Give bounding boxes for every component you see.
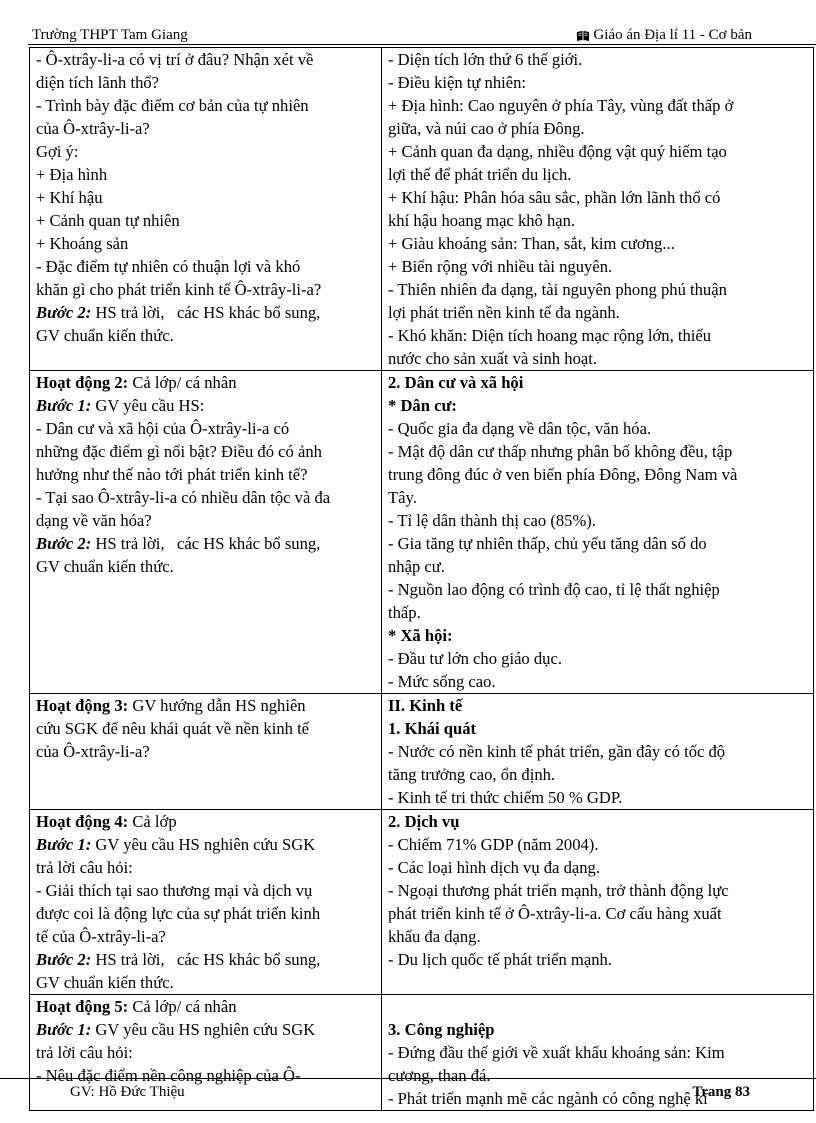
text-line: - Các loại hình dịch vụ đa dạng. xyxy=(388,858,600,877)
text-line: cương, than đá. xyxy=(388,1066,491,1085)
step-line xyxy=(36,810,375,833)
activity-cell xyxy=(30,810,382,995)
text-line: trả lời câu hỏi: xyxy=(36,858,133,877)
step-line xyxy=(36,1018,375,1041)
text-line: - Đứng đầu thế giới về xuất khẩu khoáng sản: Kim xyxy=(388,1043,725,1062)
text-line: Tây. xyxy=(388,488,417,507)
text-line: - Gia tăng tự nhiên thấp, chủ yếu tăng dân số do xyxy=(388,534,707,553)
text-line: GV chuẩn kiến thức. xyxy=(36,326,174,345)
text-line: - Đầu tư lớn cho giáo dục. xyxy=(388,649,562,668)
activity-cell xyxy=(30,48,382,371)
lesson-table xyxy=(29,47,814,1111)
text-line: + Khoáng sản xyxy=(36,234,129,253)
content-cell xyxy=(382,810,814,995)
text-line: Gợi ý: xyxy=(36,142,79,161)
step-line xyxy=(36,394,375,417)
footer-page-number: Trang 83 xyxy=(692,1084,750,1100)
step-text: GV yêu cầu HS: xyxy=(91,396,205,415)
step-text: Cả lớp/ cá nhân xyxy=(128,373,237,392)
text-line: khăn gì cho phát triển kinh tế Ô-xtrây-li-a? xyxy=(36,280,322,299)
step-line xyxy=(36,948,375,971)
text-line: lợi phát triển nền kinh tế đa ngành. xyxy=(388,303,620,322)
section-heading: 2. Dịch vụ xyxy=(388,812,460,831)
table-row xyxy=(30,694,814,810)
table-row xyxy=(30,48,814,371)
text-line: - Tỉ lệ dân thành thị cao (85%). xyxy=(388,511,596,530)
text-line: - Kinh tế tri thức chiếm 50 % GDP. xyxy=(388,788,623,807)
header-title-group xyxy=(576,27,752,44)
text-line: - Thiên nhiên đa dạng, tài nguyên phong phú thuận xyxy=(388,280,727,299)
activity-label: Hoạt động 2: xyxy=(36,373,129,392)
section-heading: 1. Khái quát xyxy=(388,719,477,738)
table-row xyxy=(30,371,814,694)
step-text: HS trả lời, các HS khác bổ sung, xyxy=(91,950,321,969)
footer-rule xyxy=(0,1078,816,1079)
content-cell xyxy=(382,48,814,371)
text-line: GV chuẩn kiến thức. xyxy=(36,973,174,992)
content-cell xyxy=(382,371,814,694)
section-heading: 2. Dân cư và xã hội xyxy=(388,373,524,392)
footer-teacher: GV: Hồ Đức Thiệu xyxy=(70,1084,185,1100)
text-line: - Du lịch quốc tế phát triển mạnh. xyxy=(388,950,612,969)
section-heading: II. Kinh tế xyxy=(388,696,463,715)
text-line: GV chuẩn kiến thức. xyxy=(36,557,174,576)
text-line: - Giải thích tại sao thương mại và dịch vụ xyxy=(36,881,313,900)
section-heading: * Xã hội: xyxy=(388,626,453,645)
text-line: khẩu đa dạng. xyxy=(388,927,481,946)
text-line: khí hậu hoang mạc khô hạn. xyxy=(388,211,576,230)
text-line: tế của Ô-xtrây-li-a? xyxy=(36,927,166,946)
text-line: - Diện tích lớn thứ 6 thế giới. xyxy=(388,50,583,69)
text-line: - Đặc điểm tự nhiên có thuận lợi và khó xyxy=(36,257,301,276)
text-line: cứu SGK để nêu khái quát về nền kinh tế xyxy=(36,719,310,738)
step-line xyxy=(36,532,375,555)
text-line: - Phát triển mạnh mẽ các ngành có công nghệ kĩ xyxy=(388,1089,708,1108)
text-line: của Ô-xtrây-li-a? xyxy=(36,119,150,138)
text-line: - Chiếm 71% GDP (năm 2004). xyxy=(388,835,599,854)
header-rule xyxy=(28,44,816,45)
step-line xyxy=(36,833,375,856)
text-line: + Cảnh quan tự nhiên xyxy=(36,211,180,230)
step-text: GV yêu cầu HS nghiên cứu SGK xyxy=(91,1020,316,1039)
step-line xyxy=(36,371,375,394)
text-line: được coi là động lực của sự phát triển kinh xyxy=(36,904,321,923)
text-line: diện tích lãnh thổ? xyxy=(36,73,160,92)
step-label: Bước 2: xyxy=(36,534,92,553)
text-line: - Mức sống cao. xyxy=(388,672,496,691)
step-line xyxy=(36,995,375,1018)
activity-cell xyxy=(30,694,382,810)
text-line: dạng về văn hóa? xyxy=(36,511,152,530)
step-text: Cả lớp/ cá nhân xyxy=(128,997,237,1016)
text-line: + Biển rộng với nhiều tài nguyên. xyxy=(388,257,613,276)
step-text: Cả lớp xyxy=(128,812,177,831)
activity-label: Hoạt động 4: xyxy=(36,812,129,831)
text-line: - Khó khăn: Diện tích hoang mạc rộng lớn, thiếu xyxy=(388,326,712,345)
text-line: + Cảnh quan đa dạng, nhiều động vật quý hiếm tạo xyxy=(388,142,727,161)
text-line: - Mật độ dân cư thấp nhưng phân bố không đều, tập xyxy=(388,442,733,461)
text-line: + Địa hình xyxy=(36,165,108,184)
text-line: lợi thế để phát triển du lịch. xyxy=(388,165,572,184)
text-line: phát triển kinh tế ở Ô-xtrây-li-a. Cơ cấu hàng xuất xyxy=(388,904,722,923)
text-line: của Ô-xtrây-li-a? xyxy=(36,742,150,761)
step-label: Bước 2: xyxy=(36,950,92,969)
text-line: nước cho sản xuất và sinh hoạt. xyxy=(388,349,598,368)
step-line xyxy=(36,694,375,717)
text-line: - Nêu đặc điểm nền công nghiệp của Ô- xyxy=(36,1066,301,1085)
section-heading: 3. Công nghiệp xyxy=(388,1020,495,1039)
text-line: - Ô-xtrây-li-a có vị trí ở đâu? Nhận xét về xyxy=(36,50,314,69)
text-line: trả lời câu hỏi: xyxy=(36,1043,133,1062)
step-text: GV hướng dẫn HS nghiên xyxy=(128,696,306,715)
step-label: Bước 1: xyxy=(36,396,92,415)
table-row xyxy=(30,810,814,995)
text-line: - Nguồn lao động có trình độ cao, tỉ lệ thất nghiệp xyxy=(388,580,720,599)
step-text: HS trả lời, các HS khác bổ sung, xyxy=(91,303,321,322)
text-line: thấp. xyxy=(388,603,421,622)
header-school: Trường THPT Tam Giang xyxy=(32,27,188,43)
blank-line xyxy=(388,995,807,1018)
activity-label: Hoạt động 5: xyxy=(36,997,129,1016)
text-line: - Trình bày đặc điểm cơ bản của tự nhiên xyxy=(36,96,309,115)
step-label: Bước 2: xyxy=(36,303,92,322)
text-line: - Điều kiện tự nhiên: xyxy=(388,73,527,92)
text-line: những đặc điểm gì nổi bật? Điều đó có ảnh xyxy=(36,442,322,461)
text-line: - Tại sao Ô-xtrây-li-a có nhiều dân tộc và đa xyxy=(36,488,331,507)
step-text: GV yêu cầu HS nghiên cứu SGK xyxy=(91,835,316,854)
activity-label: Hoạt động 3: xyxy=(36,696,129,715)
book-icon xyxy=(576,30,590,42)
step-line xyxy=(36,301,375,324)
text-line: - Quốc gia đa dạng về dân tộc, văn hóa. xyxy=(388,419,652,438)
text-line: giữa, và núi cao ở phía Đông. xyxy=(388,119,585,138)
activity-cell xyxy=(30,371,382,694)
text-line: - Nước có nền kinh tế phát triển, gần đây có tốc độ xyxy=(388,742,726,761)
text-line: - Dân cư và xã hội của Ô-xtrây-li-a có xyxy=(36,419,290,438)
content-cell xyxy=(382,694,814,810)
section-heading: * Dân cư: xyxy=(388,396,457,415)
text-line: nhập cư. xyxy=(388,557,445,576)
step-label: Bước 1: xyxy=(36,835,92,854)
text-line: hưởng như thế nào tới phát triển kinh tế? xyxy=(36,465,308,484)
text-line: tăng trưởng cao, ổn định. xyxy=(388,765,556,784)
header-title: Giáo án Địa lí 11 - Cơ bản xyxy=(593,27,752,43)
text-line: + Địa hình: Cao nguyên ở phía Tây, vùng đất thấp ở xyxy=(388,96,734,115)
text-line: - Ngoại thương phát triển mạnh, trở thành động lực xyxy=(388,881,729,900)
text-line: + Khí hậu xyxy=(36,188,103,207)
text-line: + Khí hậu: Phân hóa sâu sắc, phần lớn lãnh thổ có xyxy=(388,188,721,207)
text-line: trung đông đúc ở ven biển phía Đông, Đông Nam và xyxy=(388,465,738,484)
step-text: HS trả lời, các HS khác bổ sung, xyxy=(91,534,321,553)
text-line: + Giàu khoáng sản: Than, sắt, kim cương... xyxy=(388,234,675,253)
step-label: Bước 1: xyxy=(36,1020,92,1039)
